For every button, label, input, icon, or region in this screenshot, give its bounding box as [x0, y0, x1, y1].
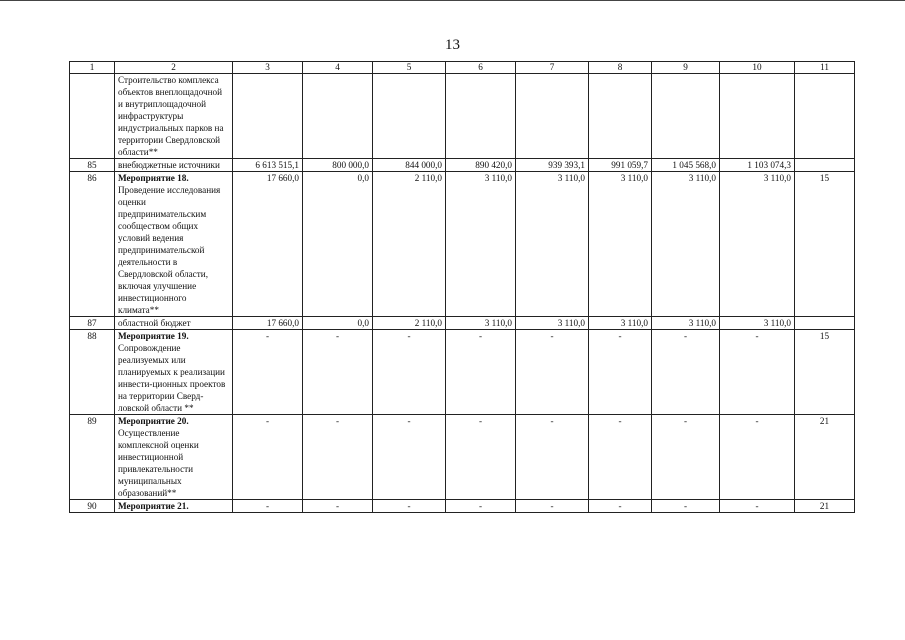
- row-number: 85: [70, 159, 115, 172]
- page-number: 13: [445, 37, 460, 53]
- row-text: Сопровождение реализуемых или планируемых к реализации инвести-ционных проектов на территории Сверд-ловской области **: [118, 343, 226, 413]
- column-header: 6: [446, 62, 516, 74]
- row-text: внебюджетные источники: [118, 160, 220, 170]
- row-name: [115, 415, 233, 500]
- value-cell: [589, 74, 652, 159]
- value-cell: 844 000,0: [373, 159, 446, 172]
- row-name: [115, 172, 233, 317]
- target-cell: 21: [795, 500, 855, 513]
- value-cell: -: [720, 500, 795, 513]
- row-number: 87: [70, 317, 115, 330]
- value-cell: -: [373, 330, 446, 415]
- value-cell: -: [589, 330, 652, 415]
- value-cell: 3 110,0: [446, 317, 516, 330]
- value-cell: -: [516, 330, 589, 415]
- row-name: [115, 330, 233, 415]
- table-row: [70, 415, 855, 500]
- target-cell: 21: [795, 415, 855, 500]
- value-cell: 17 660,0: [233, 172, 303, 317]
- value-cell: 3 110,0: [652, 317, 720, 330]
- row-number: 86: [70, 172, 115, 317]
- row-text: Проведение исследования оценки предпринимательским сообществом общих условий ведения предпринимательской деятельности в Свердловской области, включая улучшение инвестиционного климата**: [118, 185, 221, 315]
- row-text: областной бюджет: [118, 318, 191, 328]
- column-header: 3: [233, 62, 303, 74]
- target-cell: [795, 317, 855, 330]
- value-cell: 939 393,1: [516, 159, 589, 172]
- value-cell: -: [652, 415, 720, 500]
- value-cell: 3 110,0: [720, 317, 795, 330]
- table-row: [70, 172, 855, 317]
- event-title: Мероприятие 19.: [118, 331, 189, 341]
- value-cell: 0,0: [303, 317, 373, 330]
- value-cell: 991 059,7: [589, 159, 652, 172]
- value-cell: -: [589, 500, 652, 513]
- row-name: [115, 159, 233, 172]
- row-number: 88: [70, 330, 115, 415]
- column-header: 7: [516, 62, 589, 74]
- row-number: 90: [70, 500, 115, 513]
- value-cell: -: [233, 330, 303, 415]
- value-cell: 3 110,0: [516, 172, 589, 317]
- value-cell: -: [446, 415, 516, 500]
- target-cell: [795, 159, 855, 172]
- row-text: Строительство комплекса объектов внеплощадочной и внутриплощадочной инфраструктуры индустриальных парков на территории Свердловской области**: [118, 75, 224, 157]
- value-cell: 3 110,0: [720, 172, 795, 317]
- event-title: Мероприятие 20.: [118, 416, 189, 426]
- value-cell: -: [303, 500, 373, 513]
- column-header: 2: [115, 62, 233, 74]
- row-number: [70, 74, 115, 159]
- column-header: 11: [795, 62, 855, 74]
- table-row: [70, 317, 855, 330]
- target-cell: [795, 74, 855, 159]
- value-cell: -: [373, 500, 446, 513]
- value-cell: [652, 74, 720, 159]
- value-cell: 800 000,0: [303, 159, 373, 172]
- value-cell: [373, 74, 446, 159]
- table-row: [70, 159, 855, 172]
- column-header: 4: [303, 62, 373, 74]
- value-cell: 6 613 515,1: [233, 159, 303, 172]
- target-cell: 15: [795, 172, 855, 317]
- value-cell: 1 045 568,0: [652, 159, 720, 172]
- value-cell: -: [303, 330, 373, 415]
- header-row: [70, 62, 855, 74]
- column-header: 10: [720, 62, 795, 74]
- value-cell: -: [516, 500, 589, 513]
- top-rule: [0, 0, 905, 1]
- event-title: Мероприятие 18.: [118, 173, 189, 183]
- value-cell: [446, 74, 516, 159]
- value-cell: 17 660,0: [233, 317, 303, 330]
- row-name: [115, 74, 233, 159]
- value-cell: -: [446, 330, 516, 415]
- value-cell: -: [373, 415, 446, 500]
- value-cell: 2 110,0: [373, 317, 446, 330]
- value-cell: -: [516, 415, 589, 500]
- value-cell: -: [720, 330, 795, 415]
- row-name: [115, 317, 233, 330]
- value-cell: [720, 74, 795, 159]
- column-header: 5: [373, 62, 446, 74]
- value-cell: 0,0: [303, 172, 373, 317]
- value-cell: -: [303, 415, 373, 500]
- table-body: [70, 62, 855, 513]
- value-cell: 3 110,0: [589, 317, 652, 330]
- value-cell: -: [446, 500, 516, 513]
- value-cell: 2 110,0: [373, 172, 446, 317]
- column-header: 1: [70, 62, 115, 74]
- row-number: 89: [70, 415, 115, 500]
- column-header: 8: [589, 62, 652, 74]
- column-header: 9: [652, 62, 720, 74]
- table-row: [70, 500, 855, 513]
- value-cell: -: [652, 330, 720, 415]
- table-row: [70, 330, 855, 415]
- value-cell: 3 110,0: [516, 317, 589, 330]
- value-cell: -: [589, 415, 652, 500]
- target-cell: 15: [795, 330, 855, 415]
- value-cell: 1 103 074,3: [720, 159, 795, 172]
- budget-table: [69, 61, 855, 513]
- row-text: Осуществление комплексной оценки инвестиционной привлекательности муниципальных образований**: [118, 428, 199, 498]
- value-cell: -: [233, 415, 303, 500]
- value-cell: 3 110,0: [446, 172, 516, 317]
- value-cell: [233, 74, 303, 159]
- value-cell: [516, 74, 589, 159]
- value-cell: -: [652, 500, 720, 513]
- value-cell: [303, 74, 373, 159]
- value-cell: 890 420,0: [446, 159, 516, 172]
- value-cell: -: [233, 500, 303, 513]
- table-row: [70, 74, 855, 159]
- row-name: [115, 500, 233, 513]
- value-cell: 3 110,0: [652, 172, 720, 317]
- value-cell: 3 110,0: [589, 172, 652, 317]
- event-title: Мероприятие 21.: [118, 501, 189, 511]
- value-cell: -: [720, 415, 795, 500]
